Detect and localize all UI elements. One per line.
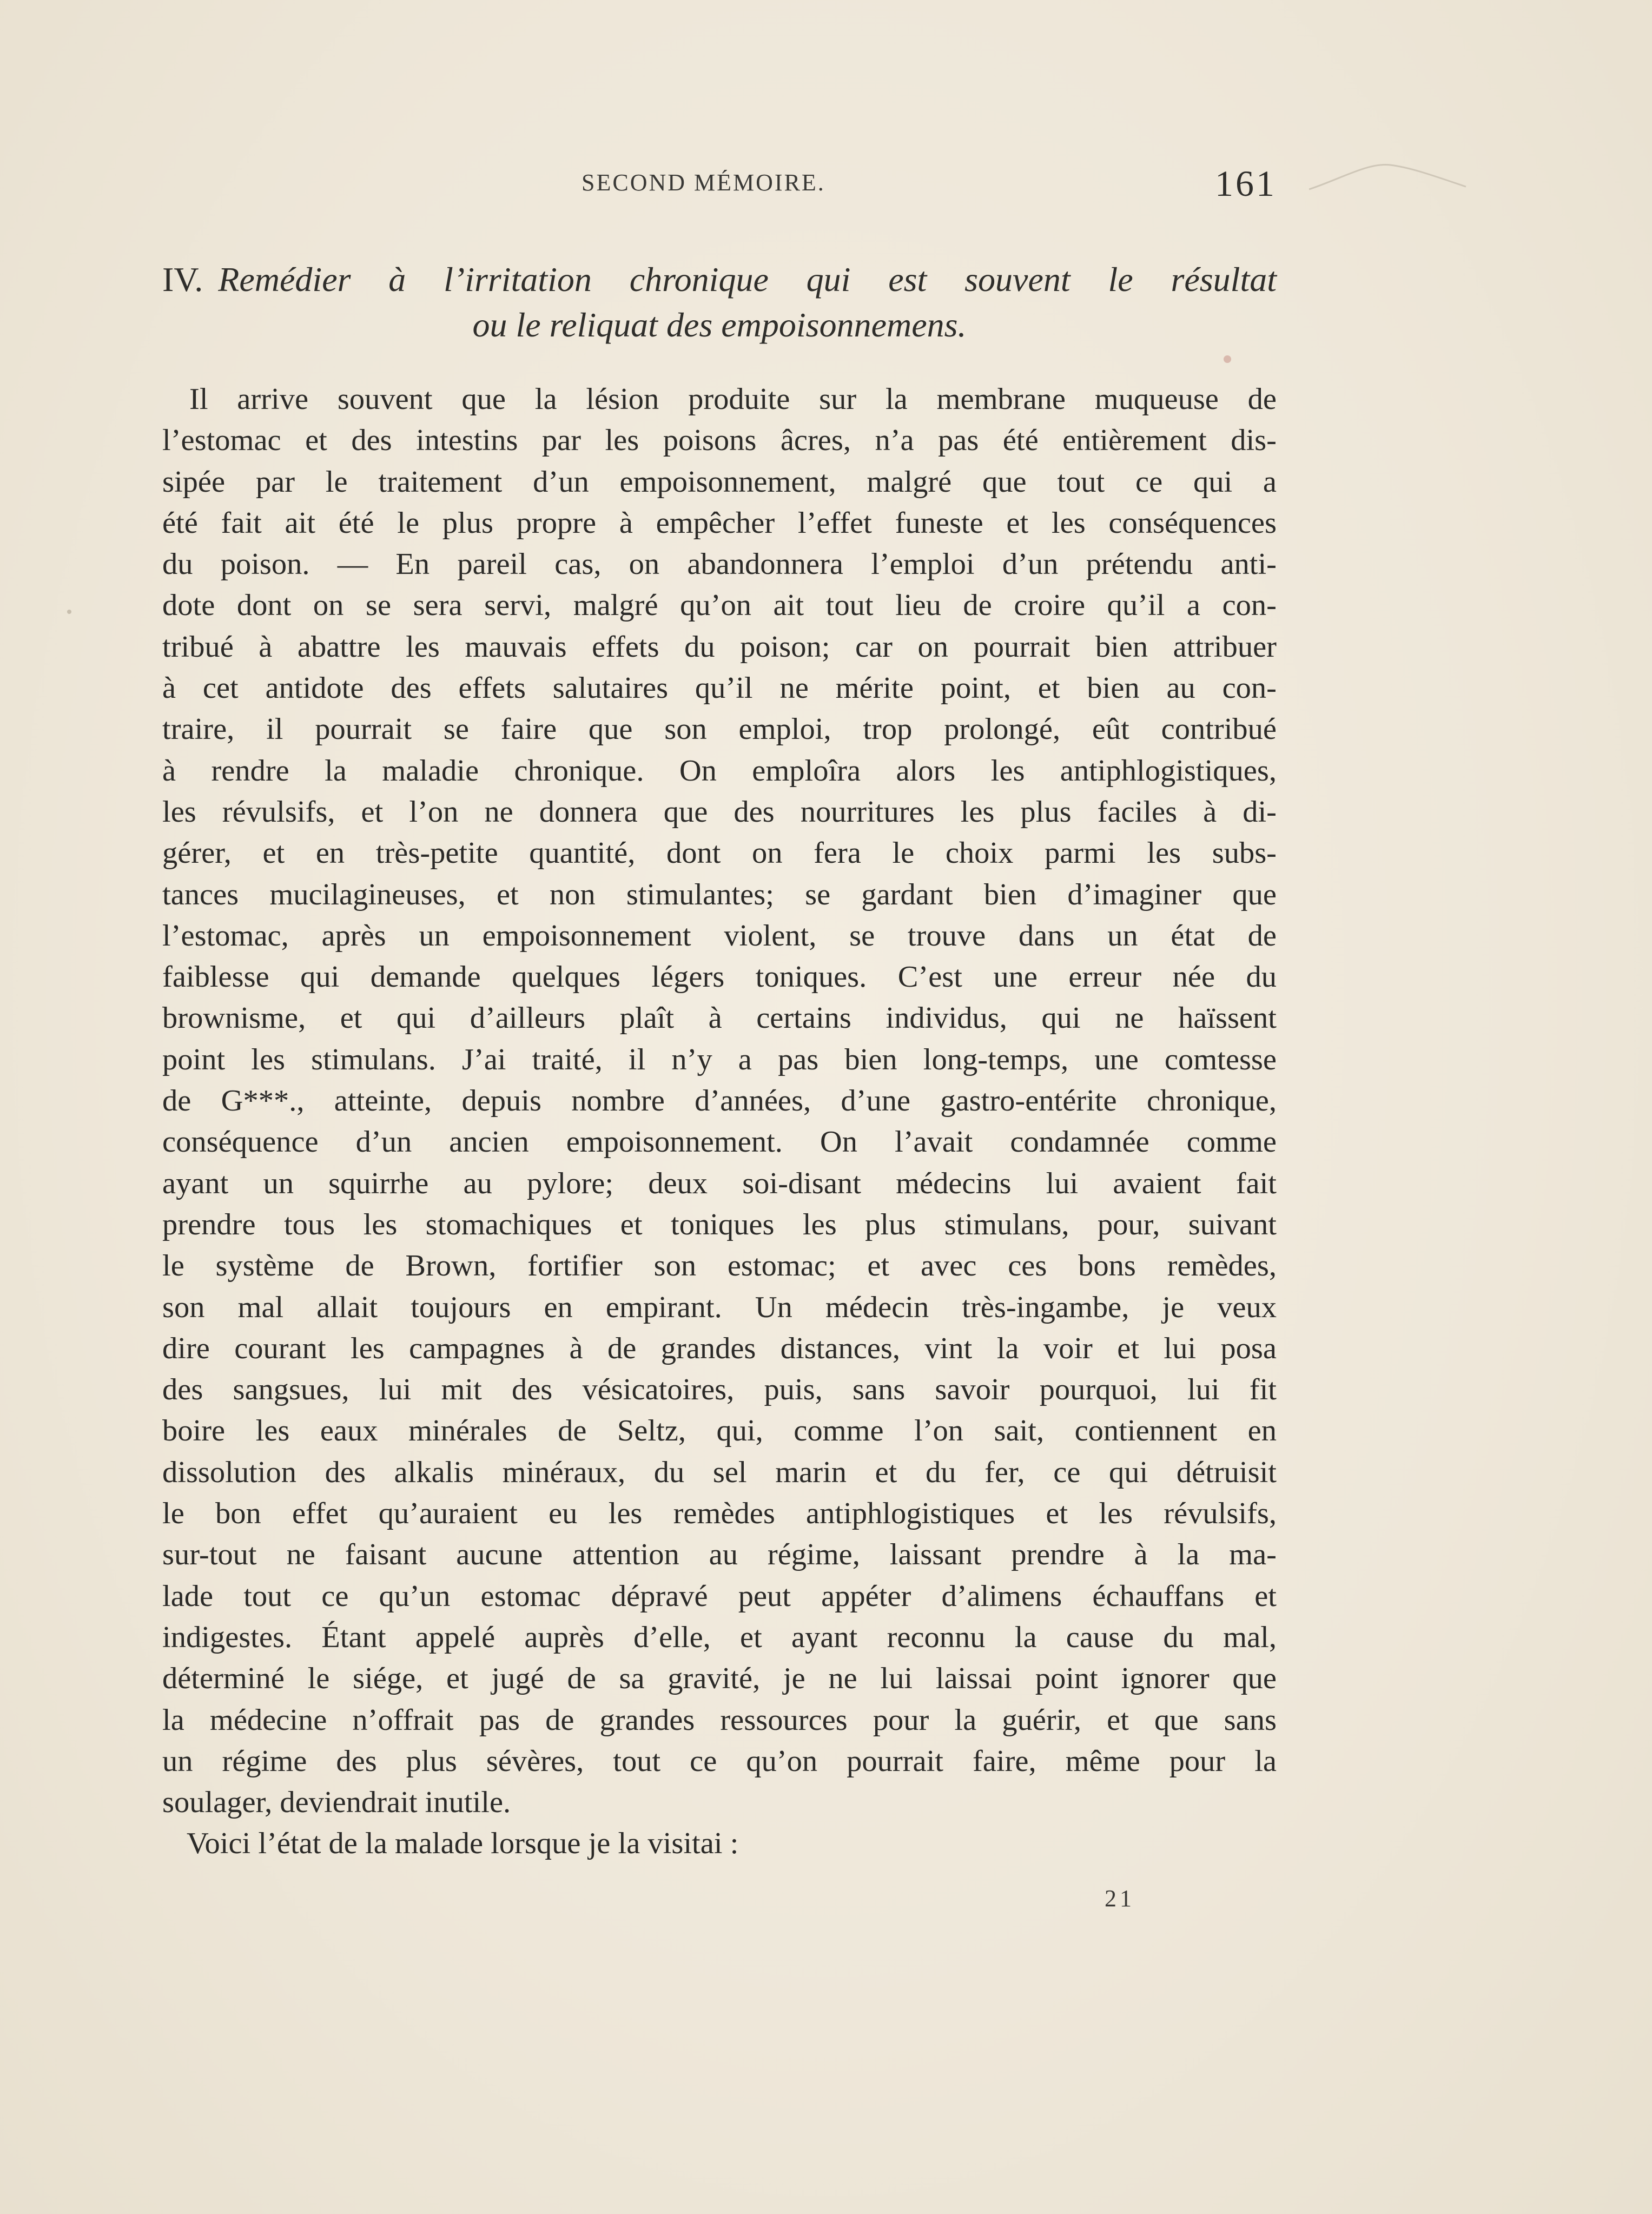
text-line: l’estomac, après un empoisonnement violent, se trouve dans un état de xyxy=(162,918,1277,953)
text-line: ayant un squirrhe au pylore; deux soi-disant médecins lui avaient fait xyxy=(162,1166,1277,1200)
text-line: dire courant les campagnes à de grandes distances, vint la voir et lui posa xyxy=(162,1331,1277,1365)
text-line: été fait ait été le plus propre à empêcher l’effet funeste et les conséquences xyxy=(162,506,1277,540)
text-line: point les stimulans. J’ai traité, il n’y a pas bien long-temps, une comtesse xyxy=(162,1042,1277,1076)
section-heading-line-1 xyxy=(162,257,1277,302)
text-line: des sangsues, lui mit des vésicatoires, puis, sans savoir pourquoi, lui fit xyxy=(162,1373,1277,1407)
text-line: sur-tout ne faisant aucune attention au régime, laissant prendre à la ma- xyxy=(162,1538,1277,1572)
text-line: à cet antidote des effets salutaires qu’il ne mérite point, et bien au con- xyxy=(162,671,1277,705)
text-line: indigestes. Étant appelé auprès d’elle, et ayant reconnu la cause du mal, xyxy=(162,1620,1277,1654)
ink-spot xyxy=(1224,355,1231,363)
text-line: traire, il pourrait se faire que son emploi, trop prolongé, eût contribué xyxy=(162,712,1277,746)
text-line: Il arrive souvent que la lésion produite sur la membrane muqueuse de xyxy=(189,382,1277,416)
margin-pencil-stroke-icon xyxy=(1309,157,1471,200)
text-line: l’estomac et des intestins par les poisons âcres, n’a pas été entièrement dis- xyxy=(162,424,1277,458)
margin-spot xyxy=(67,610,71,614)
signature-mark: 21 xyxy=(1105,1885,1135,1912)
text-line: boire les eaux minérales de Seltz, qui, comme l’on sait, contiennent en xyxy=(162,1414,1277,1448)
text-line: les révulsifs, et l’on ne donnera que des nourritures les plus faciles à di- xyxy=(162,795,1277,829)
section-heading xyxy=(162,257,1277,348)
text-line: dote dont on se sera servi, malgré qu’on ait tout lieu de croire qu’il a con- xyxy=(162,589,1277,623)
text-line: à rendre la maladie chronique. On emploîra alors les antiphlogistiques, xyxy=(162,754,1277,788)
section-heading-line-2 xyxy=(162,302,1277,348)
text-line: la médecine n’offrait pas de grandes ressources pour la guérir, et que sans xyxy=(162,1703,1277,1737)
section-title-line-2: ou le reliquat des empoisonnemens. xyxy=(472,306,967,344)
running-title: SECOND MÉMOIRE. xyxy=(581,169,825,196)
text-line: brownisme, et qui d’ailleurs plaît à certains individus, qui ne haïssent xyxy=(162,1001,1277,1035)
text-line: tribué à abattre les mauvais effets du poison; car on pourrait bien attribuer xyxy=(162,630,1277,664)
running-head xyxy=(162,162,1277,211)
text-line: lade tout ce qu’un estomac dépravé peut appéter d’alimens échauffans et xyxy=(162,1579,1277,1613)
text-line: dissolution des alkalis minéraux, du sel marin et du fer, ce qui détruisit xyxy=(162,1455,1277,1489)
text-line: son mal allait toujours en empirant. Un médecin très-ingambe, je veux xyxy=(162,1290,1277,1324)
text-line: le système de Brown, fortifier son estomac; et avec ces bons remèdes, xyxy=(162,1249,1277,1283)
text-line: sipée par le traitement d’un empoisonnement, malgré que tout ce qui a xyxy=(162,465,1277,499)
text-line: du poison. — En pareil cas, on abandonnera l’emploi d’un prétendu anti- xyxy=(162,547,1277,581)
text-line: de G***., atteinte, depuis nombre d’années, d’une gastro-entérite chronique, xyxy=(162,1084,1277,1118)
text-line: prendre tous les stomachiques et toniques les plus stimulans, pour, suivant xyxy=(162,1207,1277,1241)
text-line: gérer, et en très-petite quantité, dont on fera le choix parmi les subs- xyxy=(162,836,1277,870)
section-title-line-1: Remédier à l’irritation chronique qui est souvent le résultat xyxy=(218,260,1277,299)
page-number: 161 xyxy=(1215,163,1277,204)
text-line: Voici l’état de la malade lorsque je la visitai : xyxy=(187,1827,739,1861)
text-line: faiblesse qui demande quelques légers toniques. C’est une erreur née du xyxy=(162,960,1277,994)
text-line: soulager, deviendrait inutile. xyxy=(162,1786,511,1820)
text-line: tances mucilagineuses, et non stimulantes; se gardant bien d’imaginer que xyxy=(162,877,1277,911)
body-text xyxy=(162,379,1277,1865)
text-line: déterminé le siége, et jugé de sa gravité, je ne lui laissai point ignorer que xyxy=(162,1662,1277,1696)
text-line: conséquence d’un ancien empoisonnement. On l’avait condamnée comme xyxy=(162,1125,1277,1159)
text-line: le bon effet qu’auraient eu les remèdes antiphlogistiques et les révulsifs, xyxy=(162,1497,1277,1531)
section-number: IV. xyxy=(162,260,203,299)
text-line: un régime des plus sévères, tout ce qu’on pourrait faire, même pour la xyxy=(162,1744,1277,1778)
